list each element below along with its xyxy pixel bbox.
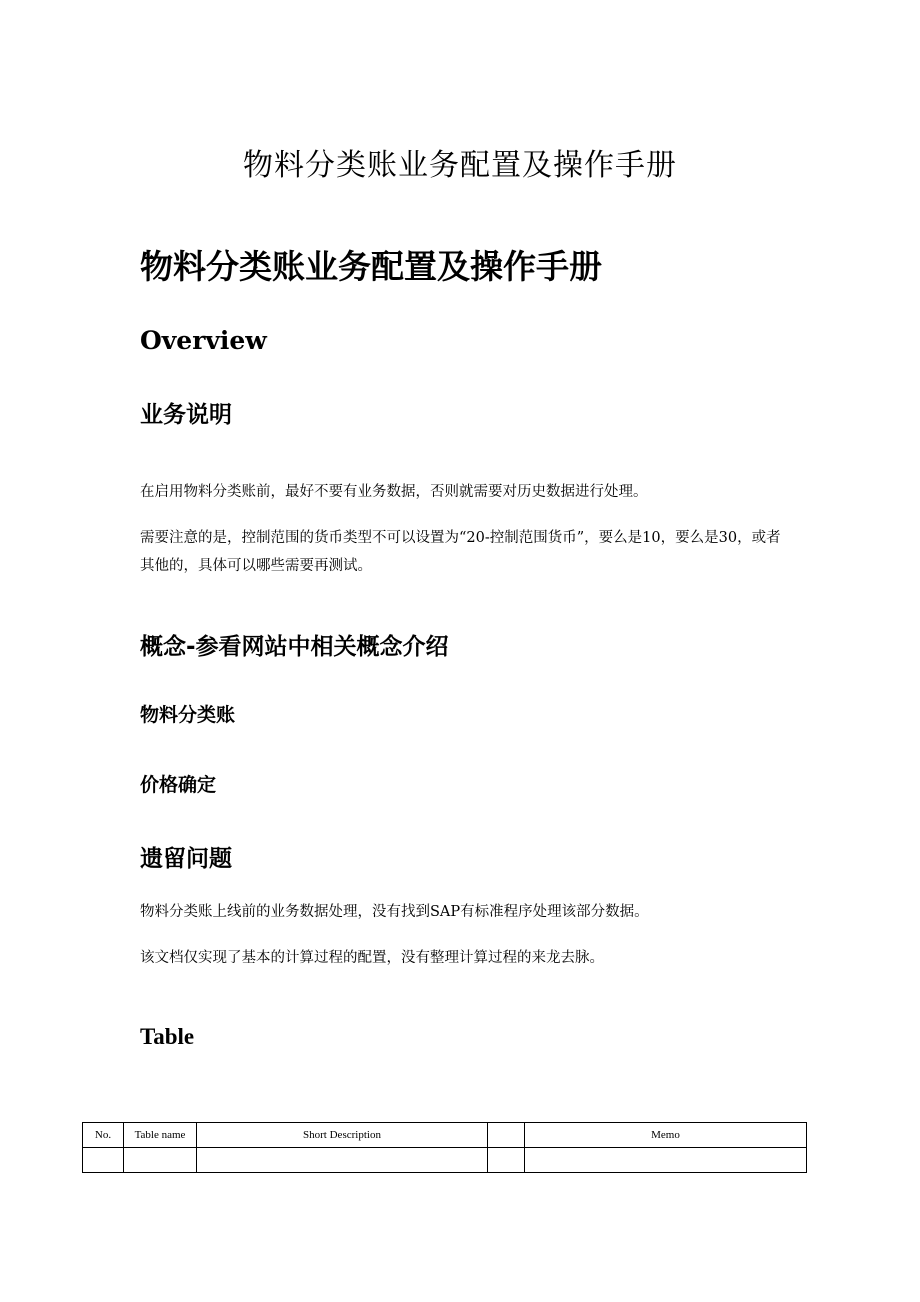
overview-heading: Overview <box>140 326 267 355</box>
business-paragraph-1: 在启用物料分类账前，最好不要有业务数据，否则就需要对历史数据进行处理。 <box>140 484 648 500</box>
table-header-row <box>83 1123 807 1148</box>
issues-heading: 遗留问题 <box>140 846 232 872</box>
main-heading: 物料分类账业务配置及操作手册 <box>140 247 602 286</box>
concept-material-ledger: 物料分类账 <box>140 704 236 726</box>
document-title: 物料分类账业务配置及操作手册 <box>243 148 677 183</box>
column-header-table-name: Table name <box>124 1123 197 1148</box>
issues-paragraph-2: 该文档仅实现了基本的计算过程的配置，没有整理计算过程的来龙去脉。 <box>140 950 604 966</box>
column-header-short-description: Short Description <box>197 1123 488 1148</box>
concepts-heading: 概念-参看网站中相关概念介绍 <box>140 634 449 660</box>
business-heading: 业务说明 <box>140 402 232 428</box>
column-header-no: No. <box>83 1123 124 1148</box>
table-heading: Table <box>140 1024 195 1049</box>
table-cell <box>124 1148 197 1173</box>
table-cell <box>525 1148 807 1173</box>
table-row <box>83 1148 807 1173</box>
table-cell <box>197 1148 488 1173</box>
table-cell <box>488 1148 525 1173</box>
business-paragraph-2: 需要注意的是，控制范围的货币类型不可以设置为“20-控制范围货币”，要么是10，要么是30，或者其他的，具体可以哪些需要再测试。 <box>140 530 781 574</box>
column-header-blank <box>488 1123 525 1148</box>
issues-paragraph-1: 物料分类账上线前的业务数据处理，没有找到SAP有标准程序处理该部分数据。 <box>140 904 649 920</box>
reference-table <box>82 1122 807 1173</box>
column-header-memo: Memo <box>525 1123 807 1148</box>
table-cell <box>83 1148 124 1173</box>
concept-price-determination: 价格确定 <box>140 774 217 796</box>
